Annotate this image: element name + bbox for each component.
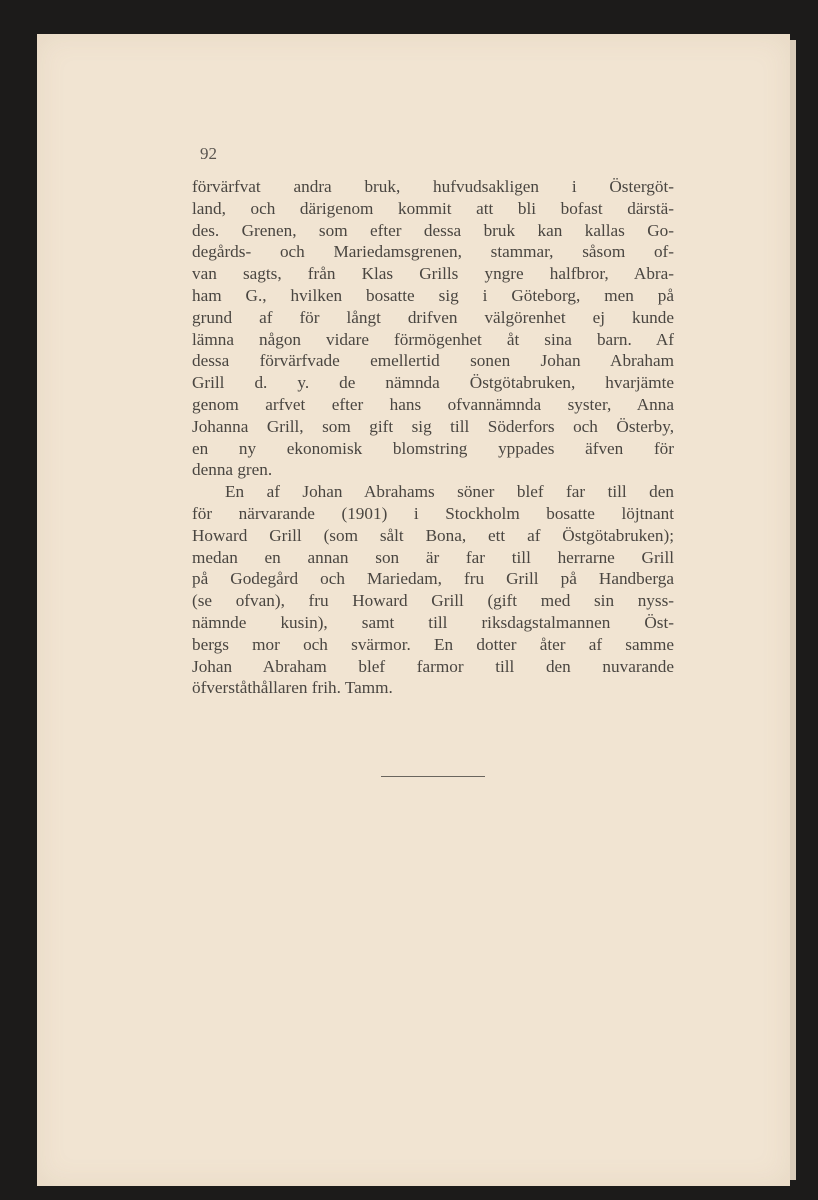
text-line: nämnde kusin), samt till riksdagstalmannen Öst- bbox=[192, 612, 674, 632]
text-line: grund af för långt drifven välgörenhet ej kunde bbox=[192, 307, 674, 327]
text-line: förvärfvat andra bruk, hufvudsakligen i Östergöt- bbox=[192, 177, 674, 196]
text-line: öfverståthållaren frih. Tamm. bbox=[192, 678, 393, 698]
text-line: på Godegård och Mariedam, fru Grill på Handberga bbox=[192, 569, 674, 589]
page-number: 92 bbox=[200, 144, 217, 163]
text-line: en ny ekonomisk blomstring yppades äfven för bbox=[192, 438, 674, 458]
text-line: medan en annan son är far till herrarne Grill bbox=[192, 547, 674, 567]
text-line: des. Grenen, som efter dessa bruk kan kallas Go- bbox=[192, 220, 674, 240]
text-line: En af Johan Abrahams söner blef far till den bbox=[225, 482, 674, 502]
body-text bbox=[192, 176, 674, 699]
page-edge bbox=[790, 40, 796, 1180]
text-line: van sagts, från Klas Grills yngre halfbror, Abra- bbox=[192, 264, 674, 284]
text-line: för närvarande (1901) i Stockholm bosatte löjtnant bbox=[192, 503, 674, 523]
text-line: Johan Abraham blef farmor till den nuvarande bbox=[192, 656, 674, 676]
text-line: denna gren. bbox=[192, 460, 273, 480]
text-line: ham G., hvilken bosatte sig i Göteborg, men på bbox=[192, 285, 674, 305]
text-line: dessa förvärfvade emellertid sonen Johan Abraham bbox=[192, 351, 674, 371]
text-line: Grill d. y. de nämnda Östgötabruken, hvarjämte bbox=[192, 373, 674, 393]
section-divider bbox=[381, 776, 485, 777]
text-line: Johanna Grill, som gift sig till Söderfors och Österby, bbox=[192, 416, 674, 436]
text-line: lämna någon vidare förmögenhet åt sina barn. Af bbox=[192, 329, 674, 349]
text-line: land, och därigenom kommit att bli bofast därstä- bbox=[192, 198, 674, 218]
text-line: genom arfvet efter hans ofvannämnda syster, Anna bbox=[192, 394, 674, 414]
text-line: (se ofvan), fru Howard Grill (gift med sin nyss- bbox=[192, 591, 674, 611]
text-line: bergs mor och svärmor. En dotter åter af samme bbox=[192, 634, 674, 654]
text-line: Howard Grill (som sålt Bona, ett af Östgötabruken); bbox=[192, 525, 674, 545]
text-line: degårds- och Mariedamsgrenen, stammar, såsom of- bbox=[192, 242, 674, 262]
